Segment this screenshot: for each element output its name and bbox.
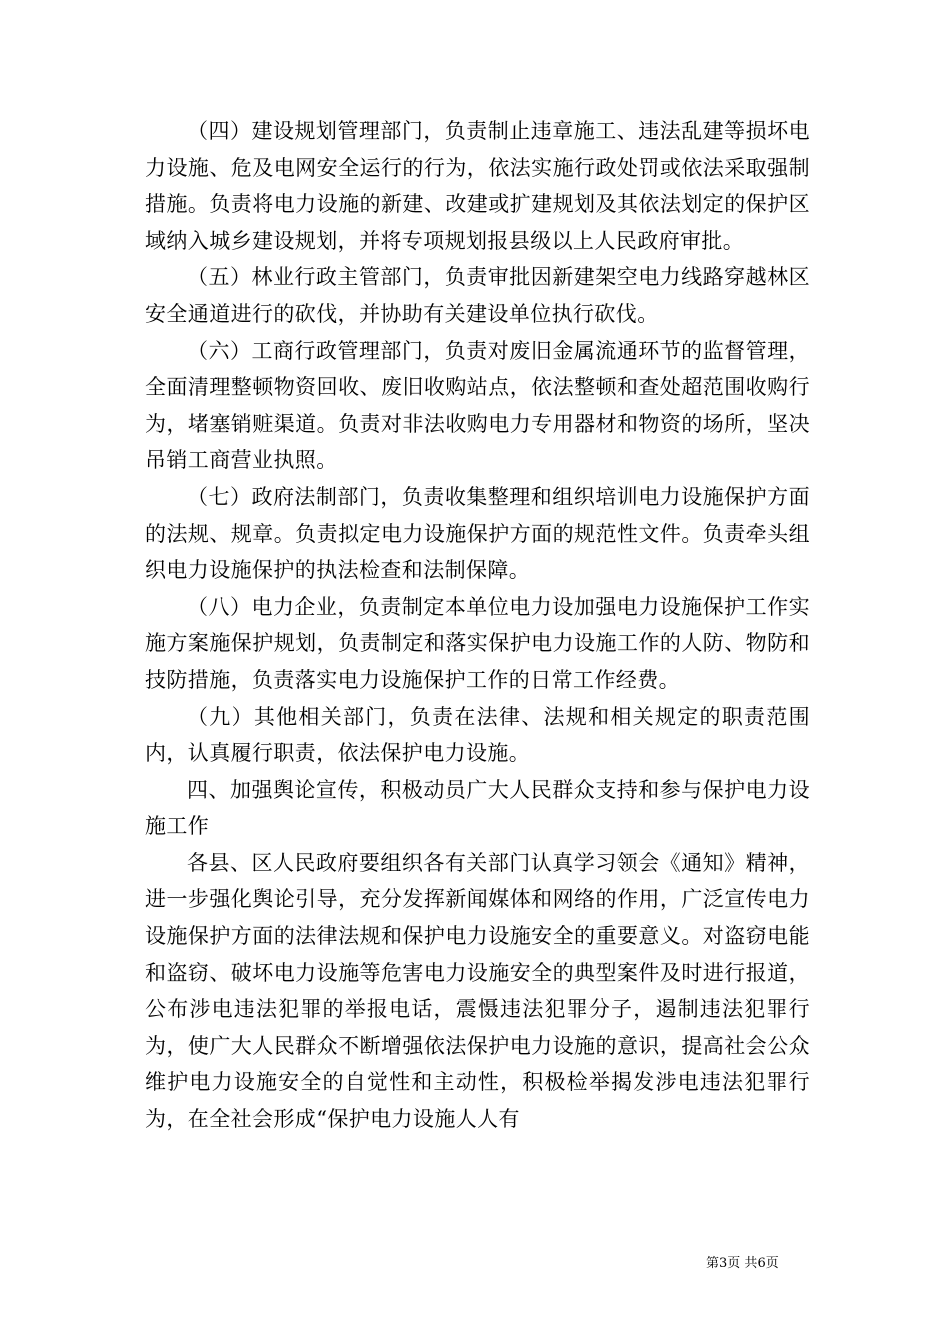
paragraph-publicity: 各县、区人民政府要组织各有关部门认真学习领会《通知》精神，进一步强化舆论引导，充分发挥新闻媒体和网络的作用，广泛宣传电力设施保护方面的法律法规和保护电力设施安全的重要意义。对盗窃电能和盗窃、破坏电力设施等危害电力设施安全的典型案件及时进行报道，公布涉电违法犯罪的举报电话，震慑违法犯罪分子，遏制违法犯罪行为，使广大人民群众不断增强依法保护电力设施的意识，提高社会公众维护电力设施安全的自觉性和主动性，积极检举揭发涉电违法犯罪行为，在全社会形成“保护电力设施人人有 bbox=[145, 850, 810, 1132]
paragraph-6: （六）工商行政管理部门，负责对废旧金属流通环节的监督管理，全面清理整顿物资回收、废旧收购站点，依法整顿和查处超范围收购行为，堵塞销赃渠道。负责对非法收购电力专用器材和物资的场所，坚决吊销工商营业执照。 bbox=[145, 338, 810, 473]
section-heading-4: 四、加强舆论宣传，积极动员广大人民群众支持和参与保护电力设施工作 bbox=[145, 777, 810, 839]
paragraph-5: （五）林业行政主管部门，负责审批因新建架空电力线路穿越林区安全通道进行的砍伐，并协助有关建设单位执行砍伐。 bbox=[145, 265, 810, 326]
page-suffix: 页 bbox=[765, 1256, 779, 1271]
paragraph-8: （八）电力企业，负责制定本单位电力设加强电力设施保护工作实施方案施保护规划，负责制定和落实保护电力设施工作的人防、物防和技防措施，负责落实电力设施保护工作的日常工作经费。 bbox=[145, 594, 810, 692]
page-prefix: 第 bbox=[706, 1256, 720, 1271]
document-body bbox=[145, 113, 810, 1138]
current-page-number: 3 bbox=[719, 1256, 728, 1271]
total-page-number: 6 bbox=[757, 1256, 766, 1271]
paragraph-7: （七）政府法制部门，负责收集整理和组织培训电力设施保护方面的法规、规章。负责拟定电力设施保护方面的规范性文件。负责牵头组织电力设施保护的执法检查和法制保障。 bbox=[145, 484, 810, 583]
paragraph-4: （四）建设规划管理部门，负责制止违章施工、违法乱建等损坏电力设施、危及电网安全运行的行为，依法实施行政处罚或依法采取强制措施。负责将电力设施的新建、改建或扩建规划及其依法划定的保护区域纳入城乡建设规划，并将专项规划报县级以上人民政府审批。 bbox=[145, 119, 810, 253]
paragraph-9: （九）其他相关部门，负责在法律、法规和相关规定的职责范围内，认真履行职责，依法保护电力设施。 bbox=[145, 704, 810, 766]
page-middle: 页 共 bbox=[727, 1256, 758, 1271]
page-number bbox=[706, 1252, 779, 1271]
